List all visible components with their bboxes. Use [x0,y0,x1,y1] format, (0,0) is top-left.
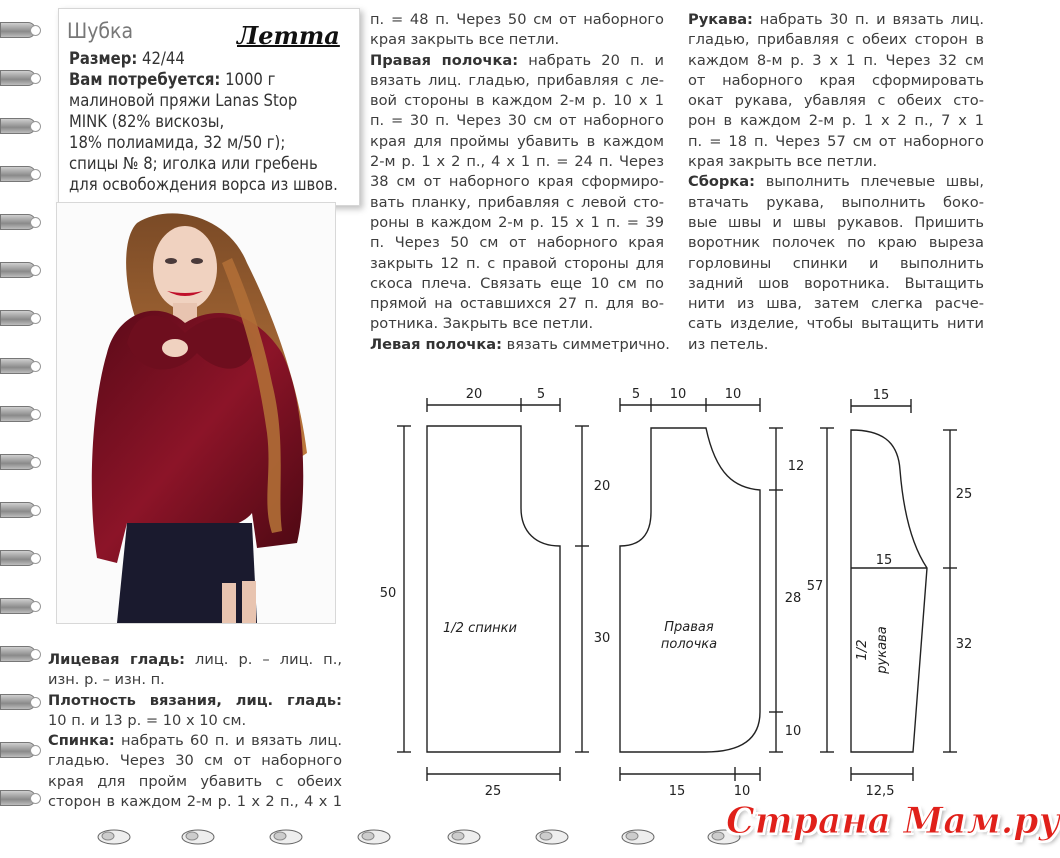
text-line: п. Через 50 см от наборного края [370,234,664,252]
text-line: края закрыть все петли. [688,153,878,171]
text-line: сторон в каждом 2-м р. 1 х 2 п., 4 х 1 [48,793,342,811]
text-line: Рукава: набрать 30 п. и вязать лиц. [688,11,984,28]
text-line: задний шов воротника. Вытащить [688,274,984,292]
dim-front-right-lower: 10 [784,724,802,739]
text-line: роны в каждом 2-м р. 15 х 1 п. = 39 [370,213,664,231]
text-line: рон в каждом 2-м р. 1 х 2 п., 7 х 1 [688,112,984,130]
back-piece-outline [427,426,560,752]
text-line: края для проймы убавить в каждом [370,132,664,150]
dim-sleeve-mid: 15 [875,553,893,568]
text-line: вать планку, прибавляя с левой сто- [370,193,664,211]
card-line: Вам потребуется: 1000 г [69,70,276,89]
card-line: спицы № 8; иголка или гребень [69,154,318,173]
text-line: п. = 30 п. Через 30 см от наборного [370,112,664,130]
text-line: горловины спинки и выполнить [688,254,984,272]
text-line: вой стороны в каждом 2-м р. 10 х 1 [370,92,664,110]
dim-back-lower: 30 [593,631,611,646]
text-line: 2-м р. 1 х 2 п., 4 х 1 п. = 24 п. Через [370,153,664,171]
text-line: воротник полочек по краю выреза [688,234,984,252]
slipper-icon [446,826,482,846]
brand-name: Летта [237,21,340,50]
dim-front-top-b: 10 [669,387,687,402]
slipper-icon [268,826,304,846]
site-watermark: Страна Мам.ру [726,800,1060,842]
dim-front-right-upper: 12 [787,459,805,474]
dim-sleeve-bottom: 12,5 [865,784,895,799]
front-piece-label-2: полочка [660,637,718,652]
card-line: для освобождения ворса из швов. [69,175,338,194]
text-line: втачать рукава, выполнить боко- [688,193,984,211]
text-line: Лицевая гладь: лиц. р. – лиц. п., [48,651,343,668]
text-line: ротника. Закрыть все петли. [370,315,594,333]
text-line: п. = 18 п. Через 57 см от наборного [688,132,984,150]
dim-sleeve-top: 15 [872,388,890,403]
text-line: вые швы и швы рукавов. Пришить [688,213,984,231]
dim-back-bottom: 25 [484,784,502,799]
text-line: гладью. Через 30 см от наборного [48,752,342,770]
text-line: скоса плеча. Связать еще 10 см по [370,274,664,292]
front-piece-outline [620,428,760,752]
card-line: Размер: 42/44 [69,49,185,68]
text-line: гладью, прибавляя с обеих сторон в [688,31,984,49]
slipper-icon [180,826,216,846]
slipper-icon [534,826,570,846]
text-line: края закрыть все петли. [370,31,560,49]
text-line: каждом 8-м р. 3 х 1 п. Через 32 см [688,51,984,69]
dim-back-top-right: 5 [536,387,546,402]
text-line: Плотность вязания, лиц. гладь: [48,691,342,709]
text-line: Сборка: выполнить плечевые швы, [688,173,984,191]
dim-front-bottom-a: 15 [668,784,686,799]
dim-front-total: 57 [806,579,824,594]
text-line: нити из шва, затем слегка расче- [688,295,984,313]
text-line: Правая полочка: набрать 20 п. и [370,51,664,69]
dim-back-top-left: 20 [465,387,483,402]
text-line: края для пройм убавить с обеих [48,772,342,790]
text-line: Левая полочка: вязать симметрично. [370,335,670,353]
text-line: из петель. [688,335,769,353]
text-line: окат рукава, убавляя с обеих сто- [688,92,984,110]
slipper-icon [356,826,392,846]
card-line: 18% полиамида, 32 м/50 г); [69,133,286,152]
front-piece-label-1: Правая [664,620,714,635]
slipper-icon [96,826,132,846]
dim-sleeve-lower: 32 [955,637,973,652]
slipper-icon [620,826,656,846]
text-line: 10 п. и 13 р. = 10 х 10 см. [48,711,247,729]
back-piece-label: 1/2 спинки [443,621,517,636]
sleeve-piece-label-1: 1/2 [855,639,870,661]
dim-sleeve-upper: 25 [955,487,973,502]
text-line: от наборного края сформировать [688,71,984,89]
card-line: MINK (82% вискозы, [69,112,225,131]
dim-front-top-a: 5 [631,387,641,402]
card-line: малиновой пряжи Lanas Stop [69,91,298,110]
text-line: 38 см от наборного края сформиро- [370,173,664,191]
text-line: п. = 48 п. Через 50 см от наборного [370,11,664,28]
text-line: сать изделие, чтобы вытащить нити [688,315,984,333]
pattern-title: Шубка [67,19,134,43]
text-line: прямой на оставшихся 27 п. для во- [370,295,664,313]
dim-front-right-mid: 28 [784,591,802,606]
sleeve-piece-label-2: рукава [875,626,890,674]
text-line: вязать лиц. гладью, прибавляя с ле- [370,71,664,89]
sleeve-piece-outline [851,430,927,752]
text-line: изн. р. – изн. п. [48,671,165,689]
text-line: Спинка: набрать 60 п. и вязать лиц. [48,732,342,750]
text-line: закрыть 12 п. с правой стороны для [370,254,664,272]
dim-back-upper: 20 [593,479,611,494]
dim-front-bottom-b: 10 [733,784,751,799]
dim-back-total: 50 [379,586,397,601]
dim-front-top-c: 10 [724,387,742,402]
